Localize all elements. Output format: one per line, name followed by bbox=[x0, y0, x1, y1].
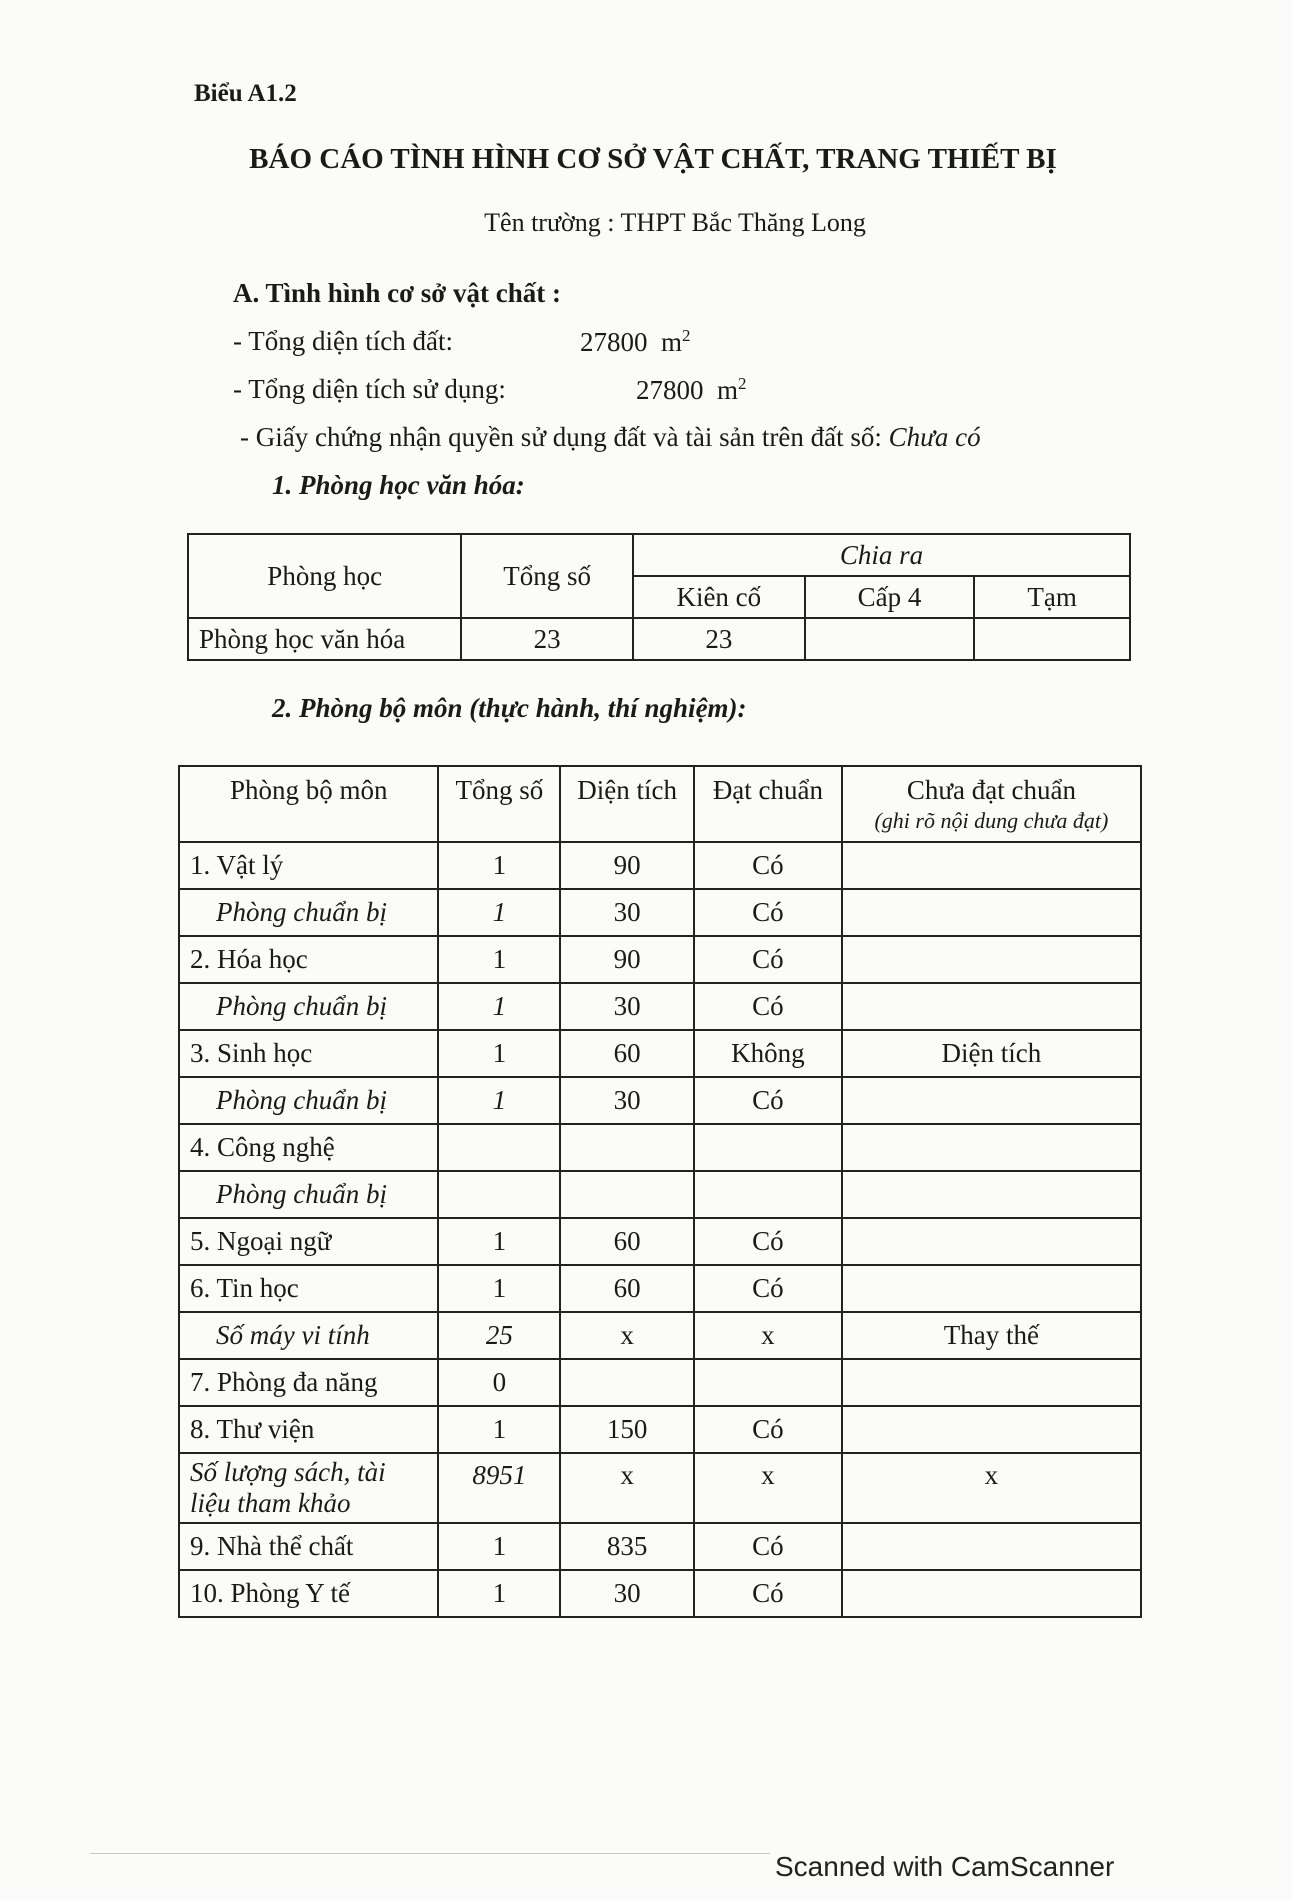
t2-header-standard: Đạt chuẩn bbox=[694, 766, 842, 842]
t2-cell-area: 60 bbox=[560, 1265, 694, 1312]
t1-header-split: Chia ra bbox=[633, 534, 1130, 576]
t2-cell-area: 150 bbox=[560, 1406, 694, 1453]
school-name-line: Tên trường : THPT Bắc Thăng Long bbox=[484, 208, 866, 237]
t1-cell-name: Phòng học văn hóa bbox=[188, 618, 461, 660]
t2-cell-standard: Có bbox=[694, 936, 842, 983]
table-row bbox=[179, 842, 1141, 889]
t1-header-room: Phòng học bbox=[188, 534, 461, 618]
t2-cell-area: 30 bbox=[560, 1077, 694, 1124]
t2-cell-non-standard bbox=[842, 936, 1141, 983]
t2-cell-area: 30 bbox=[560, 983, 694, 1030]
t2-cell-area: 90 bbox=[560, 936, 694, 983]
t1-header-kien-co: Kiên cố bbox=[633, 576, 805, 618]
t2-cell-total: 1 bbox=[438, 1030, 560, 1077]
t2-cell-standard: Không bbox=[694, 1030, 842, 1077]
t2-cell-name: 5. Ngoại ngữ bbox=[179, 1218, 438, 1265]
certificate-line bbox=[240, 422, 981, 453]
table-row bbox=[179, 1406, 1141, 1453]
t2-cell-total bbox=[438, 1171, 560, 1218]
t2-cell-total: 1 bbox=[438, 1218, 560, 1265]
t2-cell-area: 90 bbox=[560, 842, 694, 889]
t2-header-non-standard-label: Chưa đạt chuẩn bbox=[906, 775, 1076, 805]
t2-cell-total: 25 bbox=[438, 1312, 560, 1359]
t2-cell-non-standard bbox=[842, 1359, 1141, 1406]
t2-cell-non-standard bbox=[842, 1523, 1141, 1570]
table-row bbox=[179, 1359, 1141, 1406]
t2-cell-non-standard: x bbox=[842, 1453, 1141, 1523]
t2-cell-name: 7. Phòng đa năng bbox=[179, 1359, 438, 1406]
scanner-watermark: Scanned with CamScanner bbox=[775, 1851, 1115, 1882]
t2-cell-non-standard: Thay thế bbox=[842, 1312, 1141, 1359]
t2-cell-standard: Có bbox=[694, 842, 842, 889]
t2-cell-standard: Có bbox=[694, 1523, 842, 1570]
t2-cell-name: 4. Công nghệ bbox=[179, 1124, 438, 1171]
t2-cell-non-standard: Diện tích bbox=[842, 1030, 1141, 1077]
bottom-rule bbox=[90, 1853, 770, 1854]
t1-row-classroom bbox=[188, 618, 1130, 660]
t2-cell-total bbox=[438, 1124, 560, 1171]
t2-cell-non-standard bbox=[842, 983, 1141, 1030]
t2-cell-name: Phòng chuẩn bị bbox=[179, 889, 438, 936]
t2-header-non-standard bbox=[842, 766, 1141, 842]
t2-cell-standard bbox=[694, 1124, 842, 1171]
used-area-label: - Tổng diện tích sử dụng: bbox=[233, 374, 506, 404]
t1-header-tam: Tạm bbox=[974, 576, 1130, 618]
t2-cell-standard: Có bbox=[694, 1406, 842, 1453]
t2-cell-area: 30 bbox=[560, 1570, 694, 1617]
classroom-table bbox=[187, 533, 1131, 661]
t1-cell-total: 23 bbox=[461, 618, 633, 660]
t2-cell-non-standard bbox=[842, 1218, 1141, 1265]
table-row bbox=[179, 1030, 1141, 1077]
certificate-value: Chưa có bbox=[888, 422, 981, 452]
t2-cell-total: 1 bbox=[438, 889, 560, 936]
t1-header-total: Tổng số bbox=[461, 534, 633, 618]
table-row bbox=[179, 983, 1141, 1030]
t2-cell-area: 60 bbox=[560, 1030, 694, 1077]
t2-cell-name: 1. Vật lý bbox=[179, 842, 438, 889]
table-row bbox=[179, 936, 1141, 983]
t2-header-room: Phòng bộ môn bbox=[179, 766, 438, 842]
used-area-unit: m bbox=[717, 375, 739, 405]
t2-cell-area: 30 bbox=[560, 889, 694, 936]
table-row bbox=[179, 1265, 1141, 1312]
t1-header-cap4: Cấp 4 bbox=[805, 576, 975, 618]
t2-header-area: Diện tích bbox=[560, 766, 694, 842]
t2-cell-name: 9. Nhà thể chất bbox=[179, 1523, 438, 1570]
t2-cell-name: 8. Thư viện bbox=[179, 1406, 438, 1453]
t1-cell-tam bbox=[974, 618, 1130, 660]
land-area-unit: m bbox=[661, 327, 683, 357]
form-code: Biểu A1.2 bbox=[194, 80, 297, 107]
used-area-number: 27800 bbox=[636, 375, 704, 405]
t2-cell-area: x bbox=[560, 1453, 694, 1523]
t2-cell-name: Phòng chuẩn bị bbox=[179, 983, 438, 1030]
used-area-unit-exp: 2 bbox=[738, 374, 747, 393]
t1-cell-cap4 bbox=[805, 618, 975, 660]
t2-cell-total: 1 bbox=[438, 1523, 560, 1570]
t2-cell-name: Số lượng sách, tài liệu tham khảo bbox=[179, 1453, 438, 1523]
t2-cell-non-standard bbox=[842, 1171, 1141, 1218]
t2-cell-non-standard bbox=[842, 1124, 1141, 1171]
used-area-value bbox=[636, 374, 747, 406]
t2-cell-total: 1 bbox=[438, 1077, 560, 1124]
table-row bbox=[179, 889, 1141, 936]
t2-cell-name: Phòng chuẩn bị bbox=[179, 1171, 438, 1218]
t2-cell-name: 10. Phòng Y tế bbox=[179, 1570, 438, 1617]
t2-cell-area: 835 bbox=[560, 1523, 694, 1570]
t2-cell-standard bbox=[694, 1171, 842, 1218]
t2-cell-name: Phòng chuẩn bị bbox=[179, 1077, 438, 1124]
t2-cell-total: 1 bbox=[438, 983, 560, 1030]
t2-cell-standard bbox=[694, 1359, 842, 1406]
t2-cell-standard: x bbox=[694, 1453, 842, 1523]
t2-header-note: (ghi rõ nội dung chưa đạt) bbox=[874, 808, 1109, 833]
table2-heading: 2. Phòng bộ môn (thực hành, thí nghiệm): bbox=[272, 693, 747, 723]
t2-cell-total: 1 bbox=[438, 936, 560, 983]
t2-cell-name: 2. Hóa học bbox=[179, 936, 438, 983]
t2-cell-non-standard bbox=[842, 1570, 1141, 1617]
t2-cell-total: 1 bbox=[438, 842, 560, 889]
table-row bbox=[179, 1570, 1141, 1617]
table1-heading: 1. Phòng học văn hóa: bbox=[272, 470, 525, 500]
t2-cell-non-standard bbox=[842, 889, 1141, 936]
table-row bbox=[179, 1077, 1141, 1124]
t2-cell-non-standard bbox=[842, 842, 1141, 889]
t2-cell-area: x bbox=[560, 1312, 694, 1359]
table-row bbox=[179, 1523, 1141, 1570]
t2-cell-standard: Có bbox=[694, 983, 842, 1030]
t2-cell-area bbox=[560, 1124, 694, 1171]
table-row bbox=[179, 1453, 1141, 1523]
table-row bbox=[179, 1124, 1141, 1171]
table-row bbox=[179, 1312, 1141, 1359]
t2-cell-standard: Có bbox=[694, 1218, 842, 1265]
t2-cell-area bbox=[560, 1171, 694, 1218]
t2-cell-total: 1 bbox=[438, 1570, 560, 1617]
t2-cell-standard: Có bbox=[694, 1077, 842, 1124]
t2-cell-area: 60 bbox=[560, 1218, 694, 1265]
land-area-label: - Tổng diện tích đất: bbox=[233, 326, 453, 356]
t2-cell-standard: x bbox=[694, 1312, 842, 1359]
t2-cell-name: Số máy vi tính bbox=[179, 1312, 438, 1359]
certificate-label: - Giấy chứng nhận quyền sử dụng đất và tài sản trên đất số: bbox=[240, 422, 882, 452]
t2-cell-non-standard bbox=[842, 1265, 1141, 1312]
t2-cell-total: 8951 bbox=[438, 1453, 560, 1523]
t2-cell-name: 3. Sinh học bbox=[179, 1030, 438, 1077]
t2-cell-total: 1 bbox=[438, 1265, 560, 1312]
t2-cell-standard: Có bbox=[694, 1265, 842, 1312]
section-a-heading: A. Tình hình cơ sở vật chất : bbox=[233, 278, 561, 308]
subject-room-table bbox=[178, 765, 1142, 1618]
t2-cell-non-standard bbox=[842, 1077, 1141, 1124]
land-area-number: 27800 bbox=[580, 327, 648, 357]
t2-cell-name: 6. Tin học bbox=[179, 1265, 438, 1312]
t2-header-total: Tổng số bbox=[438, 766, 560, 842]
t2-cell-non-standard bbox=[842, 1406, 1141, 1453]
table-row bbox=[179, 1218, 1141, 1265]
t2-cell-area bbox=[560, 1359, 694, 1406]
t2-cell-standard: Có bbox=[694, 889, 842, 936]
t1-cell-kien-co: 23 bbox=[633, 618, 805, 660]
t2-cell-total: 0 bbox=[438, 1359, 560, 1406]
t2-cell-standard: Có bbox=[694, 1570, 842, 1617]
land-area-unit-exp: 2 bbox=[682, 326, 691, 345]
report-title: BÁO CÁO TÌNH HÌNH CƠ SỞ VẬT CHẤT, TRANG THIẾT BỊ bbox=[249, 143, 1057, 175]
t2-cell-total: 1 bbox=[438, 1406, 560, 1453]
table-row bbox=[179, 1171, 1141, 1218]
land-area-value bbox=[580, 326, 691, 358]
